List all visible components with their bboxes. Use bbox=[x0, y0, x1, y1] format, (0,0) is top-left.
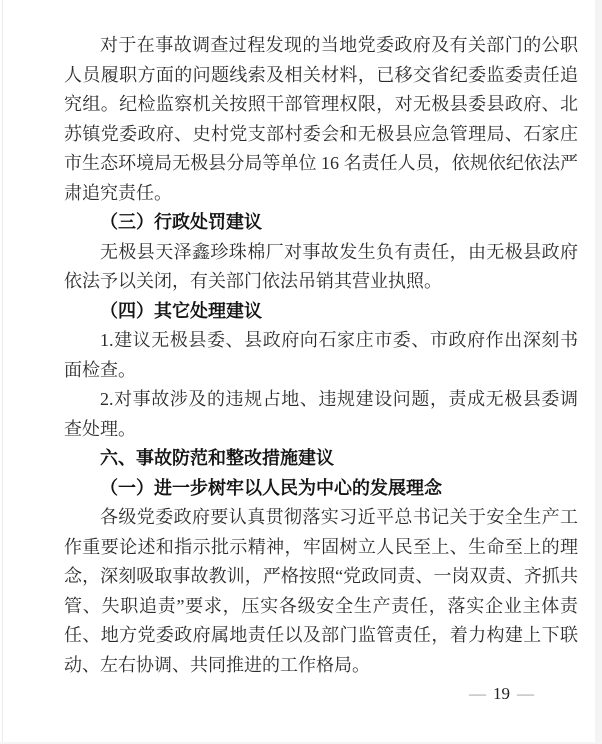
paragraph-factory-closure: 无极县天泽鑫珍珠棉厂对事故发生负有责任，由无极县政府依法予以关闭，有关部门依法吊销其营业执照。 bbox=[64, 241, 578, 291]
page-number-dash-left: — bbox=[469, 684, 486, 703]
scan-edge-right bbox=[595, 0, 602, 744]
page-number bbox=[64, 680, 578, 707]
document-content bbox=[64, 31, 578, 707]
page-number-value: 19 bbox=[493, 684, 510, 703]
heading-administrative-penalty: （三）行政处罚建议 bbox=[100, 212, 262, 232]
paragraph-written-review: 1.建议无极县委、县政府向石家庄市委、市政府作出深刻书面检查。 bbox=[64, 330, 578, 380]
page-number-dash-right: — bbox=[517, 684, 534, 703]
heading-prevention-measures: 六、事故防范和整改措施建议 bbox=[100, 448, 334, 469]
paragraph-illegal-land: 2.对事故涉及的违规占地、违规建设问题，责成无极县委调查处理。 bbox=[64, 389, 578, 439]
scan-edge-left bbox=[2, 0, 3, 744]
paragraph-implementation: 各级党委政府要认真贯彻落实习近平总书记关于安全生产工作重要论述和指示批示精神，牢固树立人民至上、生命至上的理念，深刻吸取事故教训，严格按照“党政同责、一岗双责、齐抓共管、失职追责”要求，压实各级安全生产责任，落实企业主体责任、地方党委政府属地责任以及部门监管责任，着力构建上下联动、左右协调、共同推进的工作格局。 bbox=[64, 507, 578, 675]
heading-other-handling: （四）其它处理建议 bbox=[100, 300, 262, 321]
paragraph-accountability: 对于在事故调查过程发现的当地党委政府及有关部门的公职人员履职方面的问题线索及相关材料，已移交省纪委监委责任追究组。纪检监察机关按照干部管理权限，对无极县委县政府、北苏镇党委政府、史村党支部村委会和无极县应急管理局、石家庄市生态环境局无极县分局等单位 16 名责任人员，依规依纪依法严肃追究责任。 bbox=[64, 35, 578, 203]
heading-people-centered: （一）进一步树牢以人民为中心的发展理念 bbox=[100, 477, 442, 498]
